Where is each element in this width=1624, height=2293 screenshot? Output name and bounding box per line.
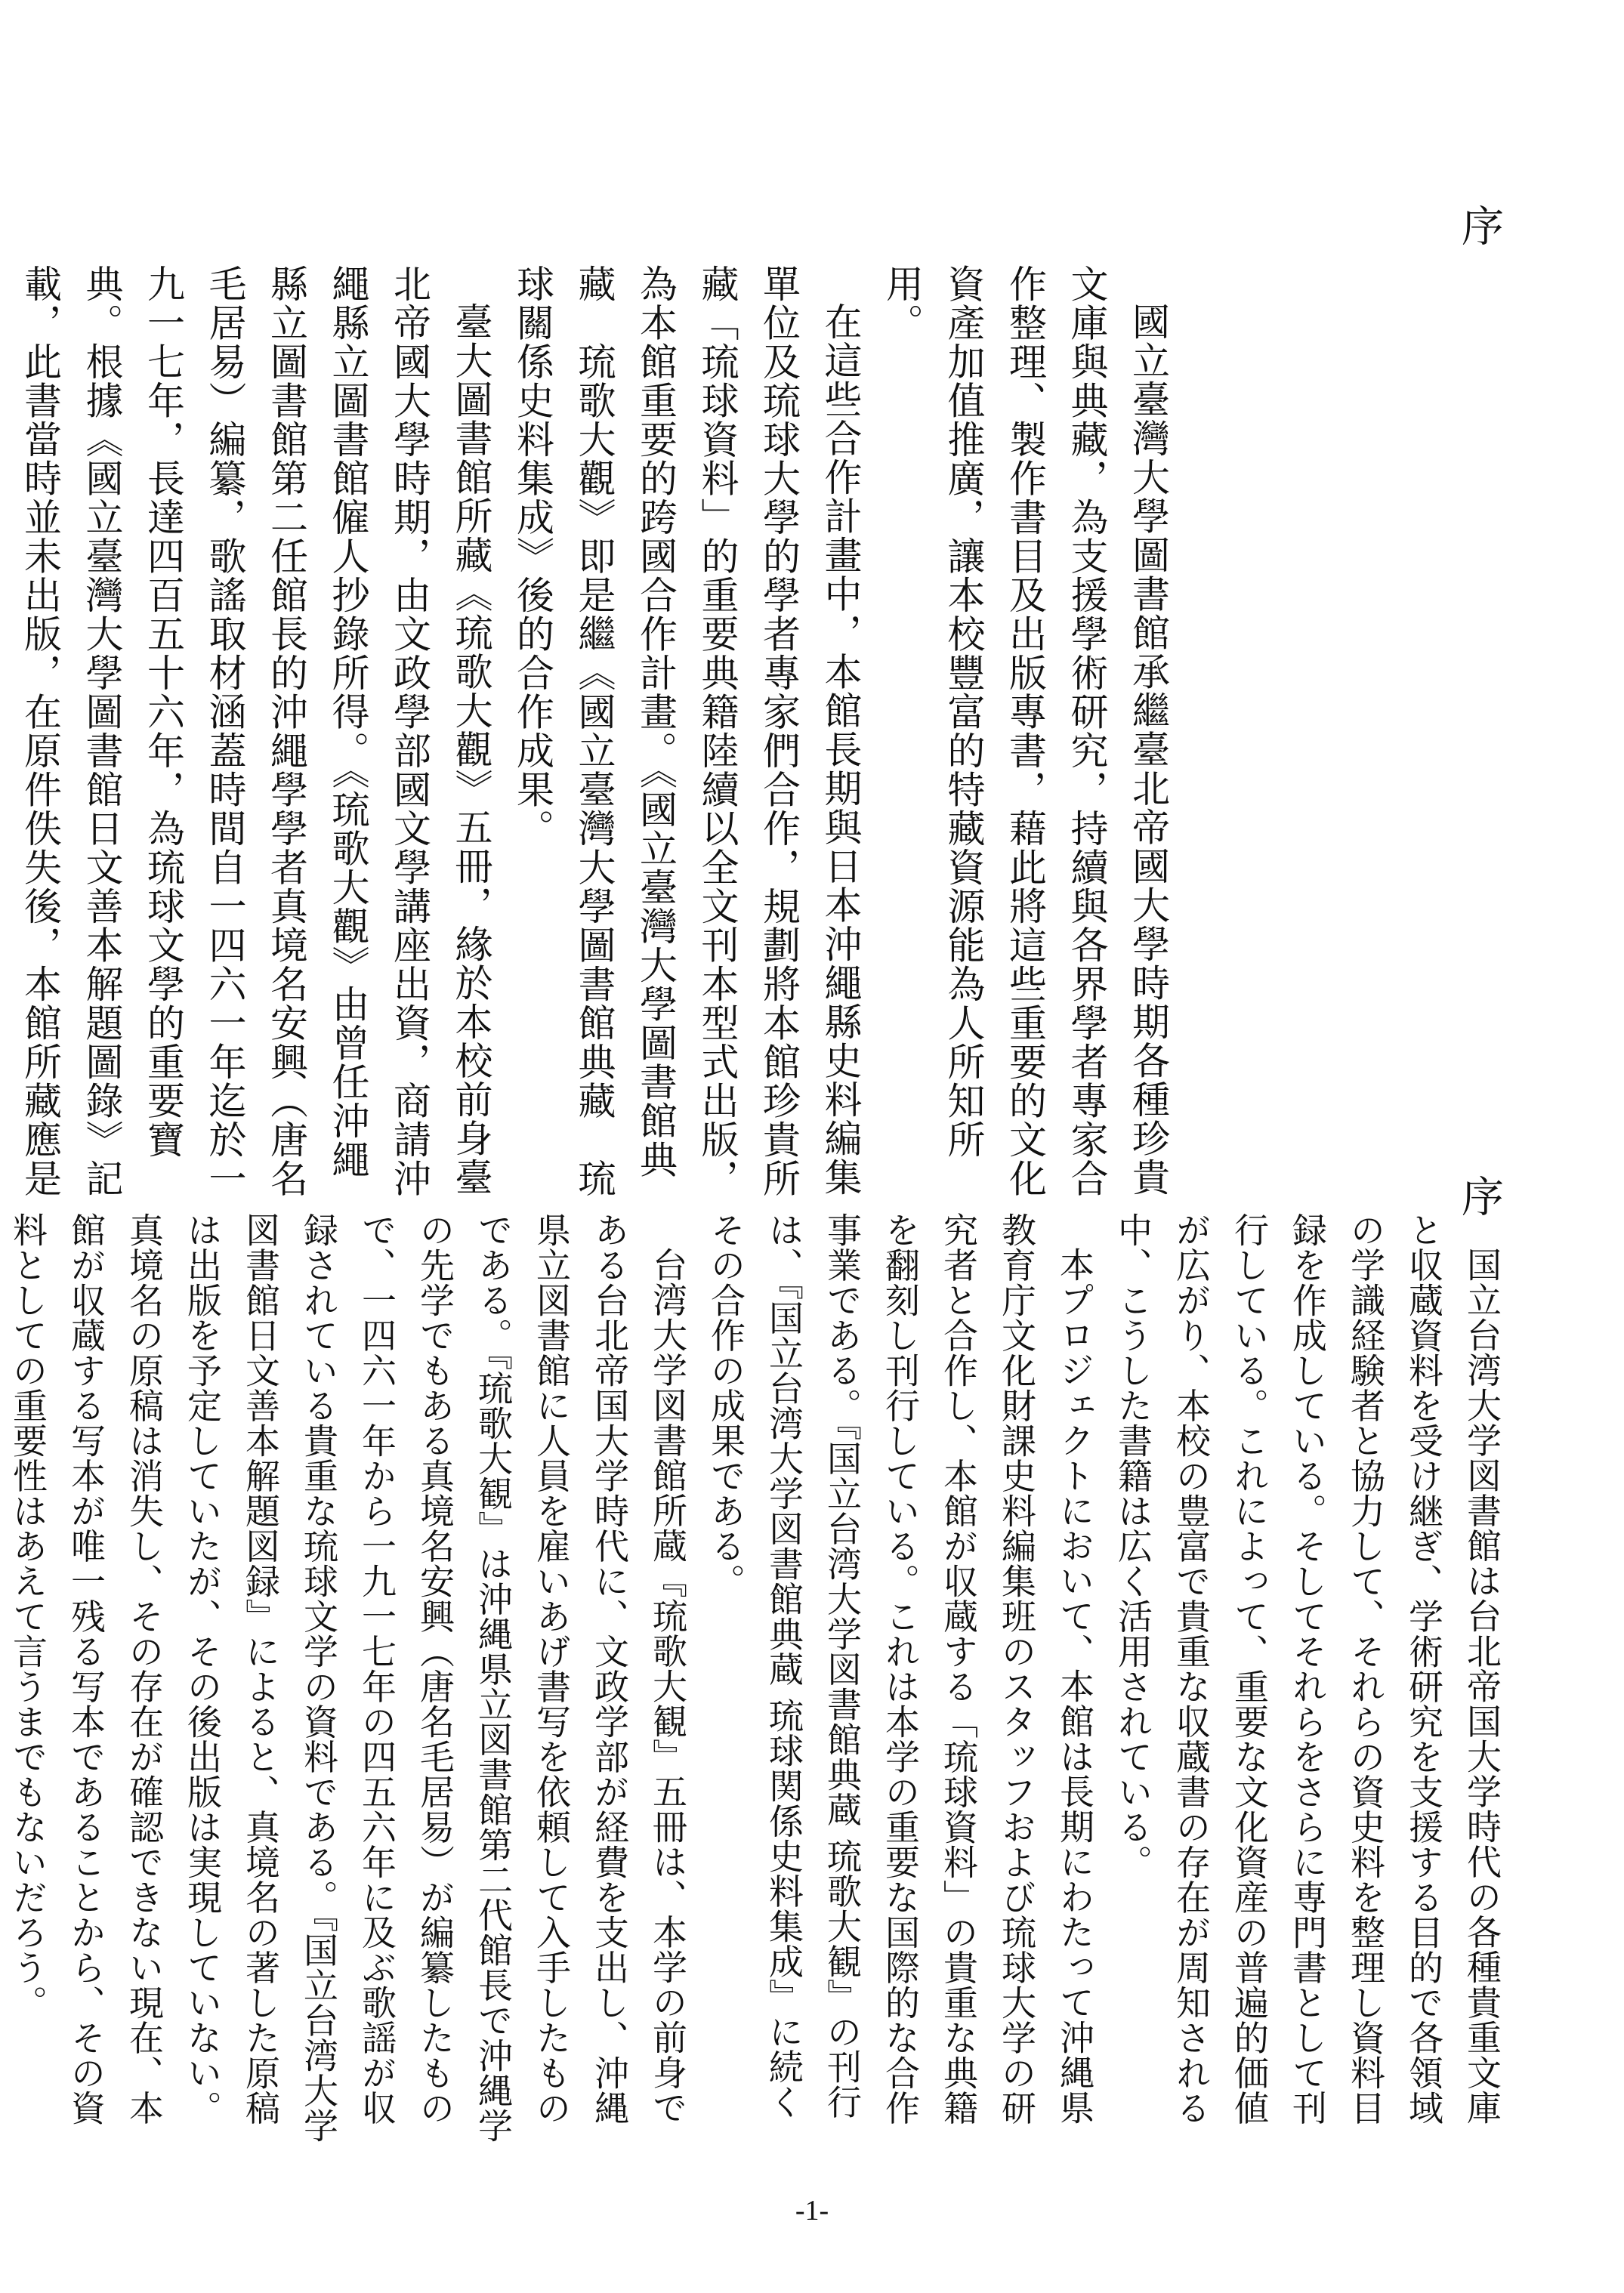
- japanese-paragraph-2: 本プロジェクトにおいて、本館は長期にわたって沖縄県教育庁文化財課史料編集班のスタッフおよび琉球大学の研究者と合作し、本館が収蔵する「琉球資料」の貴重な典籍を翻刻し刊行している。これは本学の重要な国際的な合作事業である。『国立台湾大学図書館典蔵 琉歌大観』の刊行は、『国立台湾大学図書館典蔵 琉球関係史料集成』に続くその合作の成果である。: [705, 1212, 1095, 2125]
- japanese-paragraph-3: 台湾大学図書館所蔵『琉歌大観』五冊は、本学の前身である台北帝国大学時代に、文政学部が経費を支出し、沖縄県立図書館に人員を雇いあげ書写を依頼して入手したものである。『琉歌大観』は沖縄県立図書館第二代館長で沖縄学の先学でもある真境名安興（唐名毛居易）が編纂したもので、一四六一年から一九一七年の四五六年に及ぶ歌謡が収録されている貴重な琉球文学の資料である。『国立台湾大学図書館日文善本解題図録』によると、真境名の著した原稿は出版を予定していたが、その後出版は実現していない。真境名の原稿は消失し、その存在が確認できない現在、本館が収蔵する写本が唯一残る写本であることから、その資料としての重要性はあえて言うまでもないだろう。: [8, 1212, 688, 2143]
- chinese-paragraph-1: 國立臺灣大學圖書館承繼臺北帝國大學時期各種珍貴文庫與典藏，為支援學術研究，持續與各界學者專家合作整理、製作書目及出版專書，藉此將這些重要的文化資產加值推廣，讓本校豐富的特藏資源能為人所知所用。: [880, 264, 1170, 1198]
- chinese-preface-body: [0, 264, 1178, 1201]
- chinese-paragraph-3: 臺大圖書館所藏《琉歌大觀》五冊，緣於本校前身臺北帝國大學時期，由文政學部國文學講座出資，商請沖繩縣立圖書館僱人抄錄所得。《琉歌大觀》由曾任沖繩縣立圖書館第二任館長的沖繩學學者真境名安興（唐名毛居易）編纂，歌謠取材涵蓋時間自一四六一年迄於一九一七年，長達四百五十六年，為琉球文學的重要寶典。根據《國立臺灣大學圖書館日文善本解題圖錄》記載，此書當時並未出版，在原件佚失後，本館所藏應是: [18, 264, 493, 1198]
- japanese-preface-body: [0, 1212, 1511, 2145]
- japanese-paragraph-1: 国立台湾大学図書館は台北帝国大学時代の各種貴重文庫と収蔵資料を受け継ぎ、学術研究を支援する目的で各領域の学識経験者と協力して、それらの資史料を整理し資料目録を作成している。そしてそれらをさらに専門書として刊行している。これによって、重要な文化資産の普遍的価値が広がり、本校の豊富で貴重な収蔵書の存在が周知される中、こうした書籍は広く活用されている。: [1113, 1212, 1502, 2125]
- page-number: -1-: [795, 2195, 829, 2227]
- japanese-preface-heading: 序: [1455, 1174, 1504, 1217]
- chinese-preface-heading: 序: [1455, 204, 1504, 246]
- chinese-paragraph-2: 在這些合作計畫中，本館長期與日本沖繩縣史料編集單位及琉球大學的學者專家們合作，規劃將本館珍貴所藏「琉球資料」的重要典籍陸續以全文刊本型式出版，為本館重要的跨國合作計畫。《國立臺灣大學圖書館典藏 琉歌大觀》即是繼《國立臺灣大學圖書館典藏 琉球關係史料集成》後的合作成果。: [511, 264, 863, 1198]
